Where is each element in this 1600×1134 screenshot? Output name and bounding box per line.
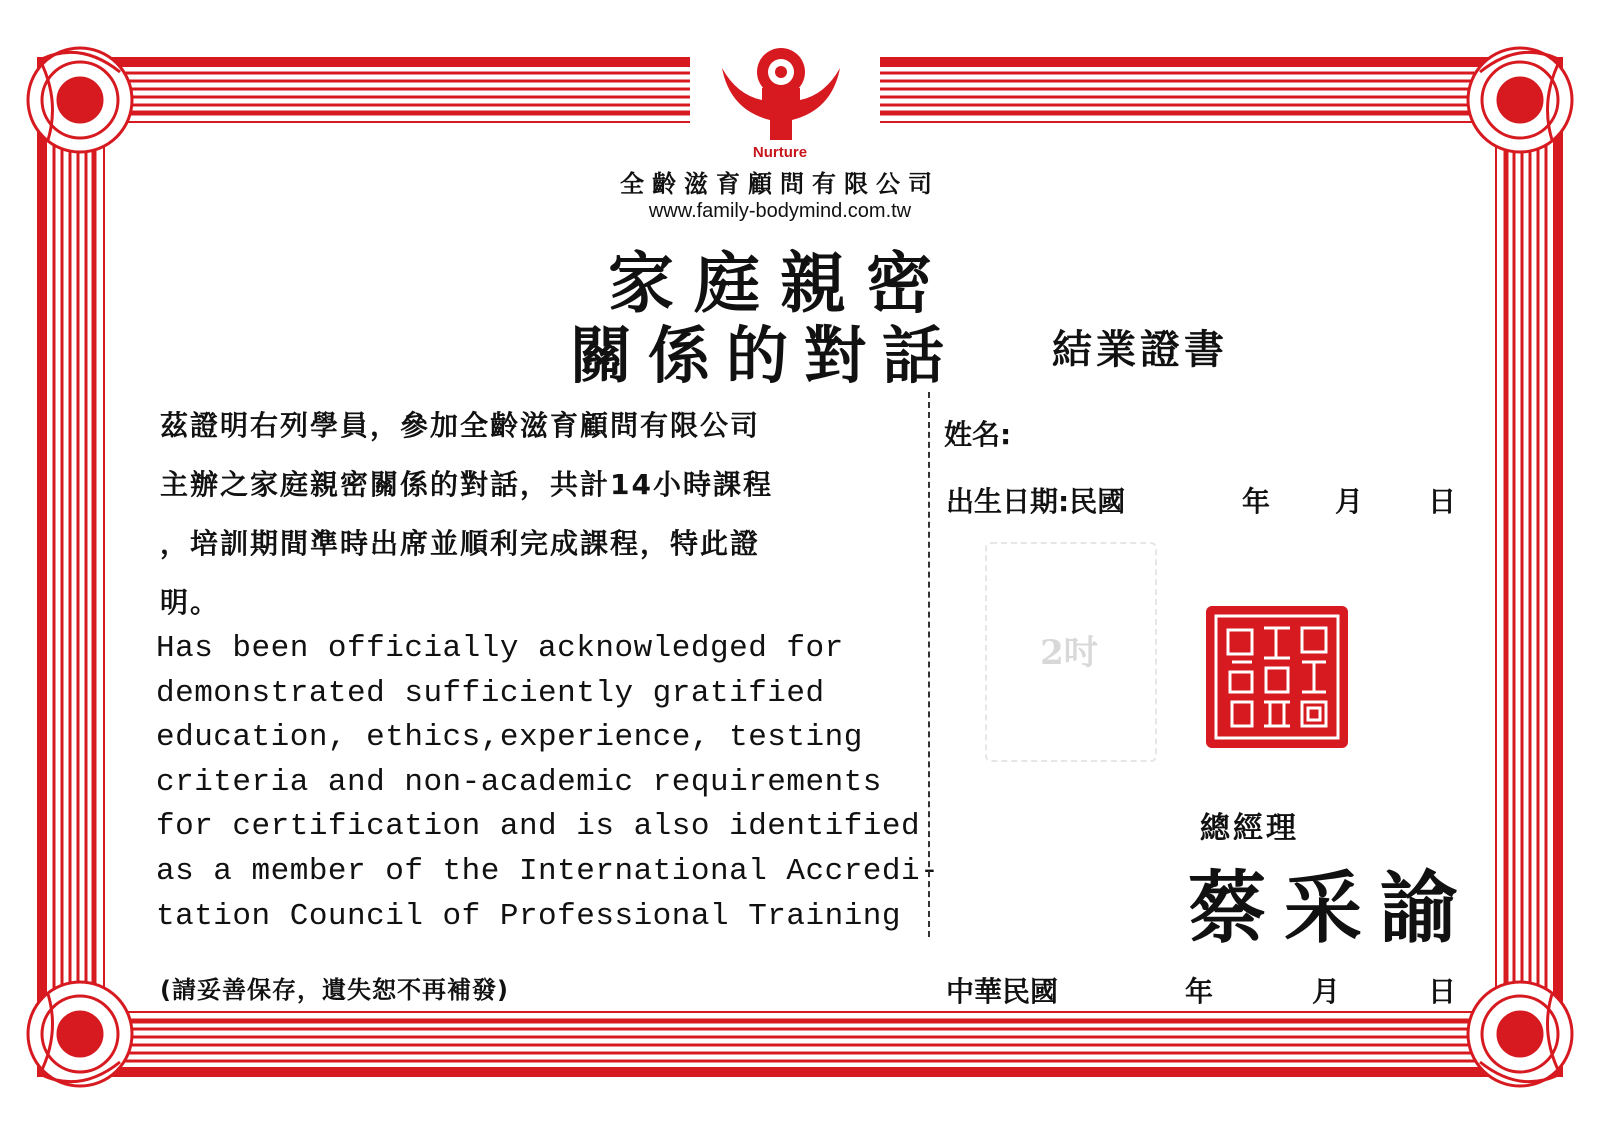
- statement-en-line: tation Council of Professional Training: [156, 898, 902, 934]
- website-url: www.family-bodymind.com.tw: [648, 200, 912, 222]
- certificate-title-line1: 家庭親密: [608, 245, 952, 322]
- statement-en-line: as a member of the International Accredi-: [156, 853, 940, 889]
- issue-year-label: 年: [1185, 975, 1214, 1008]
- logo-label: Nurture: [752, 144, 808, 161]
- corner-ornament-top-left: [28, 48, 132, 152]
- statement-cn-line: 明。: [160, 586, 221, 619]
- corner-ornament-bottom-left: [28, 982, 132, 1086]
- statement-cn-line: ，培訓期間準時出席並順利完成課程，特此證: [160, 527, 761, 560]
- statement-en-line: for certification and is also identified: [156, 809, 921, 845]
- issue-day-label: 日: [1428, 975, 1457, 1008]
- name-label: 姓名:: [944, 418, 1012, 451]
- certificate-title-suffix: 結業證書: [1052, 327, 1228, 373]
- birth-day-label: 日: [1428, 485, 1457, 518]
- safekeeping-note: (請妥善保存，遺失恕不再補發): [160, 976, 509, 1004]
- birth-month-label: 月: [1335, 485, 1364, 518]
- corner-ornament-bottom-right: [1468, 982, 1572, 1086]
- company-name: 全齡滋育顧問有限公司: [620, 170, 940, 198]
- signatory-title: 總經理: [1200, 811, 1299, 846]
- statement-cn-line: 茲證明右列學員，參加全齡滋育顧問有限公司: [160, 409, 761, 442]
- signatory-name: 蔡采諭: [1188, 863, 1477, 954]
- photo-size-label: 2吋: [1040, 633, 1098, 673]
- birth-date-label: 出生日期:民國: [946, 485, 1126, 518]
- birth-year-label: 年: [1242, 485, 1271, 518]
- certificate-title-line2: 關係的對話: [570, 319, 961, 392]
- statement-en-line: demonstrated sufficiently gratified: [156, 675, 825, 711]
- statement-en-line: education, ethics,experience, testing: [156, 720, 863, 756]
- statement-en-line: Has been officially acknowledged for: [156, 631, 844, 666]
- statement-en-line: criteria and non-academic requirements: [156, 764, 882, 800]
- issue-month-label: 月: [1312, 975, 1341, 1008]
- company-seal-stamp: [1206, 606, 1348, 748]
- issue-date-label: 中華民國: [946, 975, 1059, 1008]
- statement-cn-line: 主辦之家庭親密關係的對話，共計14小時課程: [160, 468, 773, 501]
- column-divider: [928, 392, 930, 937]
- statement-chinese: [160, 396, 920, 632]
- corner-ornament-top-right: [1468, 48, 1572, 152]
- statement-english: [156, 627, 940, 939]
